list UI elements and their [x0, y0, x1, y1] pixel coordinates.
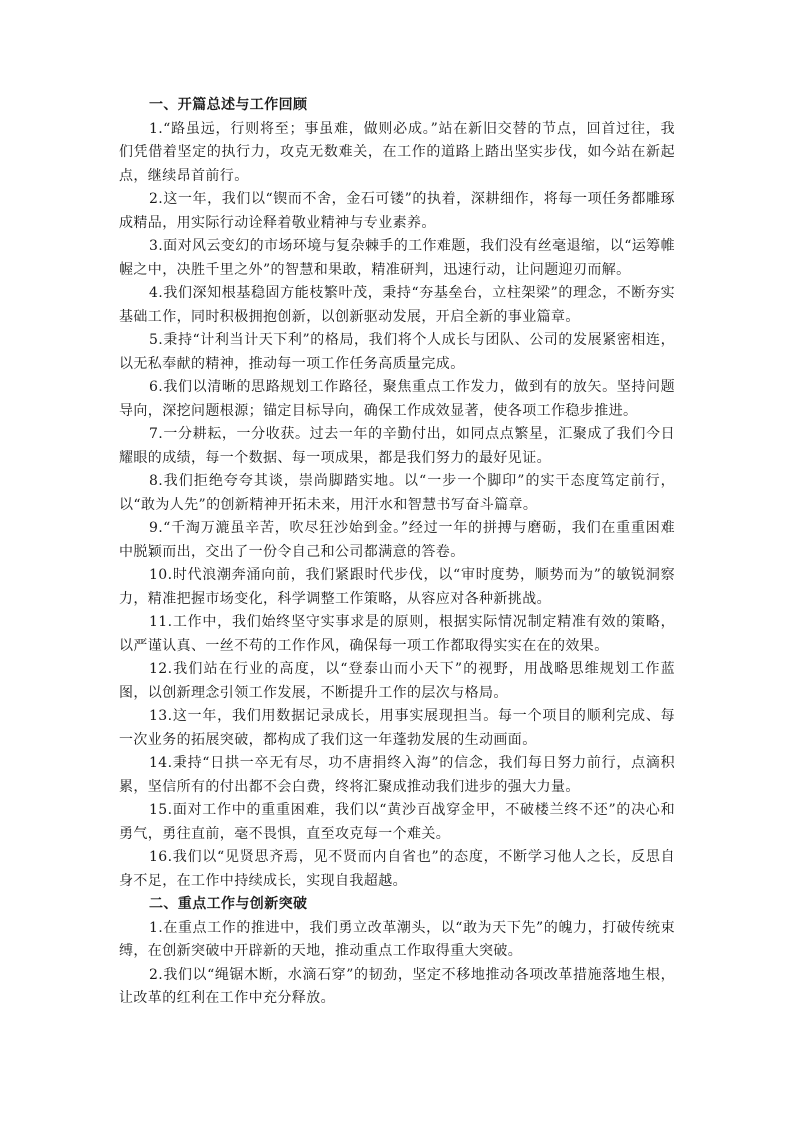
paragraph-6: 6.我们以清晰的思路规划工作路径，聚焦重点工作发力，做到有的放矢。坚持问题导向，深挖问题根源；锚定目标导向，确保工作成效显著，使各项工作稳步推进。 [119, 379, 675, 419]
paragraph-1: 1.“路虽远，行则将至；事虽难，做则必成。”站在新旧交替的节点，回首过往，我们凭借着坚定的执行力，攻克无数难关，在工作的道路上踏出坚实步伐，如今站在新起点，继续昂首前行。 [119, 120, 675, 184]
paragraph-16: 16.我们以“见贤思齐焉，见不贤而内自省也”的态度，不断学习他人之长，反思自身不足，在工作中持续成长，实现自我超越。 [119, 849, 675, 889]
paragraph-5: 5.秉持“计利当计天下利”的格局，我们将个人成长与团队、公司的发展紧密相连，以无私奉献的精神，推动每一项工作任务高质量完成。 [119, 332, 675, 372]
section-heading-innovation: 二、重点工作与创新突破 [149, 896, 308, 912]
paragraph-12: 12.我们站在行业的高度，以“登泰山而小天下”的视野，用战略思维规划工作蓝图，以创新理念引领工作发展，不断提升工作的层次与格局。 [119, 661, 675, 701]
paragraph-3: 3.面对风云变幻的市场环境与复杂棘手的工作难题，我们没有丝毫退缩，以“运筹帷幄之中，决胜千里之外”的智慧和果敢，精准研判，迅速行动，让问题迎刃而解。 [119, 238, 675, 278]
paragraph-4: 4.我们深知根基稳固方能枝繁叶茂，秉持“夯基垒台，立柱架梁”的理念，不断夯实基础工作，同时积极拥抱创新，以创新驱动发展，开启全新的事业篇章。 [119, 285, 675, 325]
section-heading-review: 一、开篇总述与工作回顾 [149, 97, 308, 113]
paragraph-11: 11.工作中，我们始终坚守实事求是的原则，根据实际情况制定精准有效的策略，以严谨认真、一丝不苟的工作作风，确保每一项工作都取得实实在在的效果。 [119, 614, 675, 654]
paragraph-9: 9.“千淘万漉虽辛苦，吹尽狂沙始到金。”经过一年的拼搏与磨砺，我们在重重困难中脱颖而出，交出了一份令自己和公司都满意的答卷。 [119, 520, 675, 560]
paragraph-14: 14.秉持“日拱一卒无有尽，功不唐捐终入海”的信念，我们每日努力前行，点滴积累，坚信所有的付出都不会白费，终将汇聚成推动我们进步的强大力量。 [119, 755, 675, 795]
paragraph-10: 10.时代浪潮奔涌向前，我们紧跟时代步伐，以“审时度势，顺势而为”的敏锐洞察力，精准把握市场变化，科学调整工作策略，从容应对各种新挑战。 [119, 567, 675, 607]
document-body [119, 94, 675, 1011]
paragraph-15: 15.面对工作中的重重困难，我们以“黄沙百战穿金甲，不破楼兰终不还”的决心和勇气，勇往直前，毫不畏惧，直至攻克每一个难关。 [119, 802, 675, 842]
paragraph-innovation-1: 1.在重点工作的推进中，我们勇立改革潮头，以“敢为天下先”的魄力，打破传统束缚，在创新突破中开辟新的天地，推动重点工作取得重大突破。 [119, 919, 675, 959]
paragraph-7: 7.一分耕耘，一分收获。过去一年的辛勤付出，如同点点繁星，汇聚成了我们今日耀眼的成绩，每一个数据、每一项成果，都是我们努力的最好见证。 [119, 426, 675, 466]
paragraph-2: 2.这一年，我们以“锲而不舍，金石可镂”的执着，深耕细作，将每一项任务都雕琢成精品，用实际行动诠释着敬业精神与专业素养。 [119, 191, 675, 231]
paragraph-13: 13.这一年，我们用数据记录成长，用事实展现担当。每一个项目的顺利完成、每一次业务的拓展突破，都构成了我们这一年蓬勃发展的生动画面。 [119, 708, 675, 748]
paragraph-8: 8.我们拒绝夸夸其谈，崇尚脚踏实地。以“一步一个脚印”的实干态度笃定前行，以“敢为人先”的创新精神开拓未来，用汗水和智慧书写奋斗篇章。 [119, 473, 675, 513]
paragraph-innovation-2: 2.我们以“绳锯木断，水滴石穿”的韧劲，坚定不移地推动各项改革措施落地生根，让改革的红利在工作中充分释放。 [119, 966, 675, 1006]
